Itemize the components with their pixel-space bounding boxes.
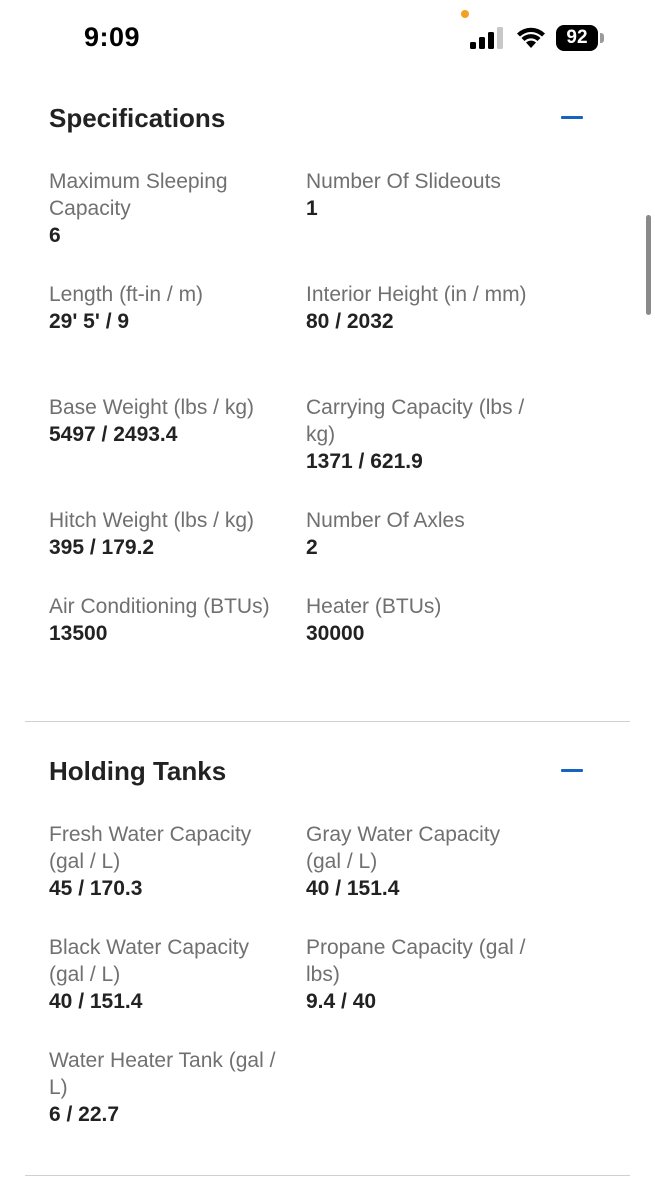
spec-value: 1371 / 621.9 — [306, 450, 423, 473]
section-divider — [25, 721, 630, 722]
privacy-indicator-dot — [461, 10, 469, 18]
tank-label: Gray Water Capacity (gal / L) — [306, 823, 501, 873]
tank-field — [49, 1047, 289, 1128]
spec-field — [306, 168, 538, 222]
spec-value: 6 — [49, 224, 61, 247]
cellular-signal-icon — [470, 27, 506, 49]
scrollbar[interactable] — [646, 215, 651, 315]
tank-value: 6 / 22.7 — [49, 1103, 120, 1126]
spec-field — [49, 281, 289, 335]
spec-field — [49, 507, 289, 561]
spec-field — [49, 168, 289, 249]
spec-label: Heater (BTUs) — [306, 595, 442, 618]
status-bar — [0, 0, 655, 80]
collapse-holding-tanks-button[interactable] — [556, 759, 588, 783]
section-title-specifications: Specifications — [49, 103, 226, 133]
battery-level: 92 — [556, 25, 598, 51]
minus-icon — [561, 769, 583, 772]
status-time: 9:09 — [84, 22, 141, 52]
section-divider — [25, 1175, 630, 1176]
spec-field — [306, 281, 538, 335]
spec-field — [49, 593, 289, 647]
spec-value: 5497 / 2493.4 — [49, 423, 178, 446]
tank-label: Black Water Capacity (gal / L) — [49, 936, 249, 986]
wifi-icon — [515, 26, 547, 50]
collapse-specifications-button[interactable] — [556, 106, 588, 130]
section-title-holding-tanks: Holding Tanks — [49, 756, 227, 786]
spec-label: Number Of Axles — [306, 509, 465, 532]
spec-label: Carrying Capacity (lbs / kg) — [306, 396, 525, 446]
spec-value: 395 / 179.2 — [49, 536, 155, 559]
tank-label: Fresh Water Capacity (gal / L) — [49, 823, 252, 873]
spec-value: 13500 — [49, 622, 108, 645]
spec-field — [306, 507, 538, 561]
spec-field — [306, 394, 538, 475]
tank-label: Propane Capacity (gal / lbs) — [306, 936, 526, 986]
spec-value: 30000 — [306, 622, 365, 645]
tank-field — [306, 934, 538, 1015]
tank-field — [49, 821, 289, 902]
minus-icon — [561, 116, 583, 119]
tank-label: Water Heater Tank (gal / L) — [49, 1049, 276, 1099]
spec-field — [49, 394, 289, 448]
spec-label: Maximum Sleeping Capacity — [49, 170, 228, 220]
spec-value: 80 / 2032 — [306, 310, 394, 333]
tank-value: 40 / 151.4 — [49, 990, 143, 1013]
spec-label: Length (ft-in / m) — [49, 283, 204, 306]
tank-field — [49, 934, 289, 1015]
spec-value: 2 — [306, 536, 318, 559]
spec-value: 29' 5' / 9 — [49, 310, 130, 333]
spec-label: Base Weight (lbs / kg) — [49, 396, 255, 419]
spec-label: Interior Height (in / mm) — [306, 283, 527, 306]
spec-field — [306, 593, 538, 647]
spec-value: 1 — [306, 197, 318, 220]
spec-label: Number Of Slideouts — [306, 170, 501, 193]
tank-field — [306, 821, 538, 902]
tank-value: 40 / 151.4 — [306, 877, 400, 900]
tank-value: 9.4 / 40 — [306, 990, 377, 1013]
battery-tip — [600, 33, 604, 43]
spec-label: Air Conditioning (BTUs) — [49, 595, 270, 618]
spec-label: Hitch Weight (lbs / kg) — [49, 509, 255, 532]
battery-icon — [556, 25, 604, 51]
tank-value: 45 / 170.3 — [49, 877, 143, 900]
